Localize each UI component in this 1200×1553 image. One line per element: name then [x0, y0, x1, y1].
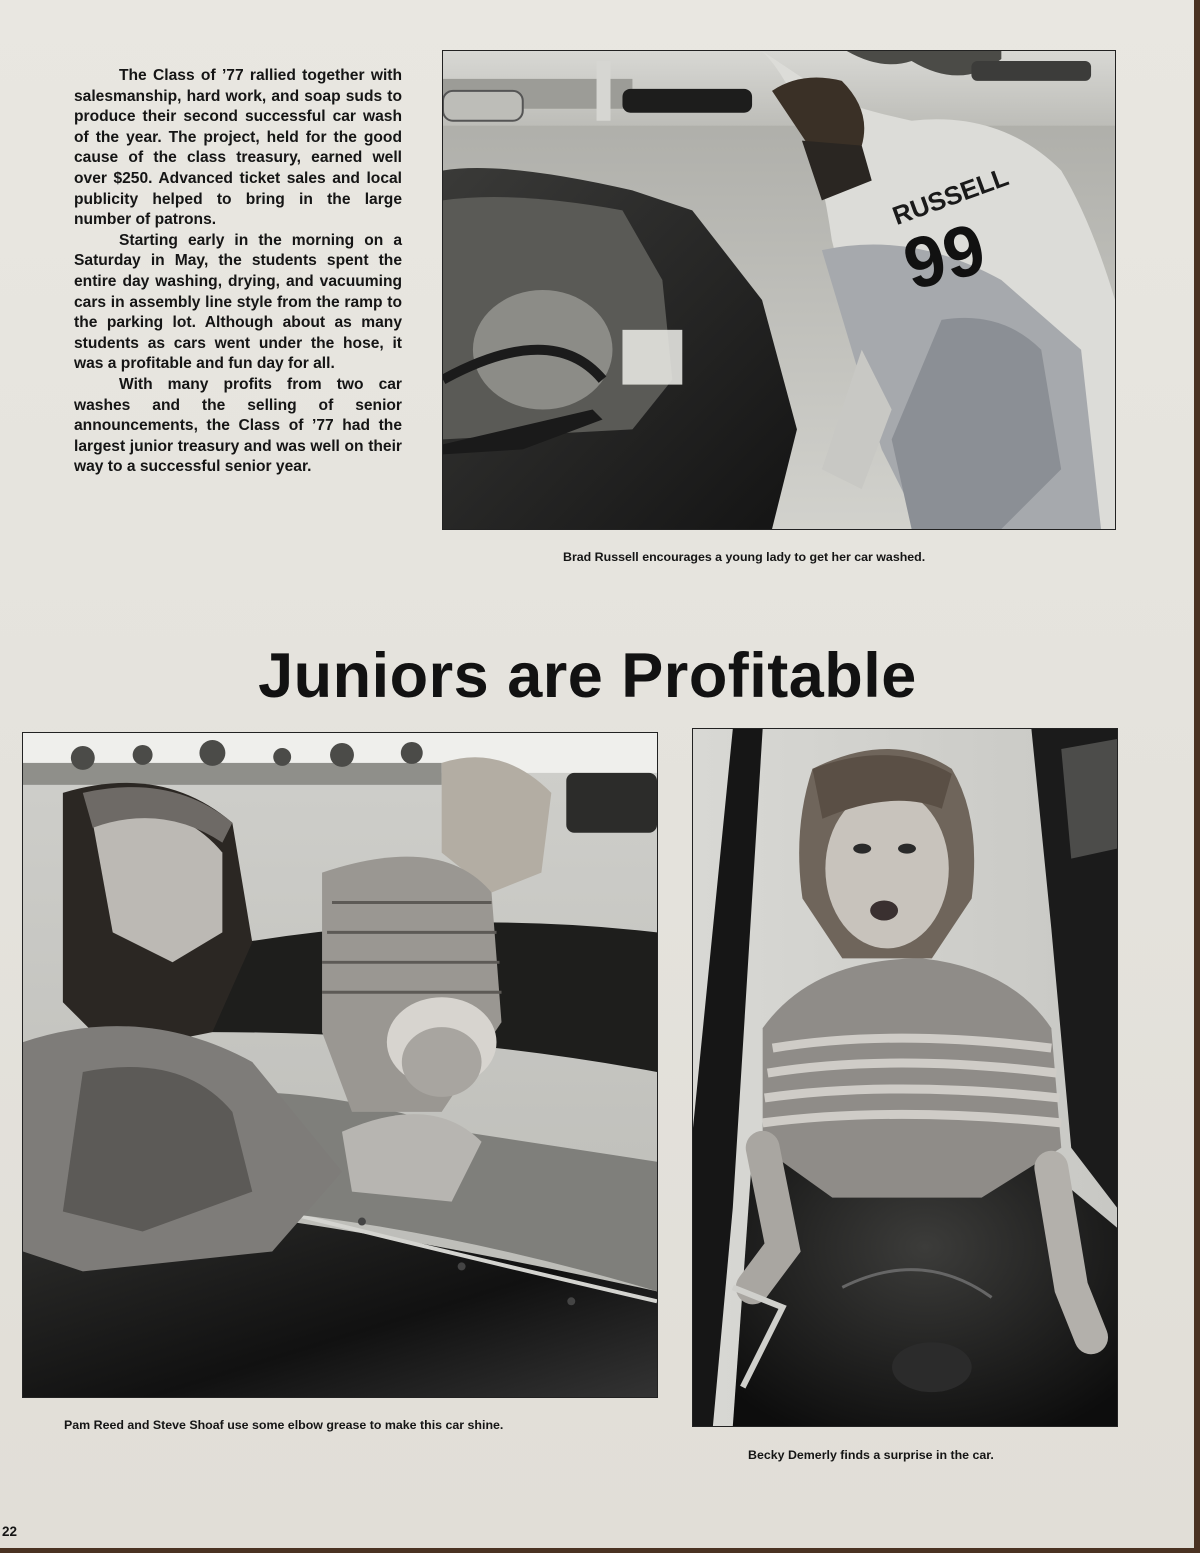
page-headline: Juniors are Profitable	[258, 641, 917, 711]
page-number: 22	[2, 1524, 18, 1539]
article-paragraph-2: Starting early in the morning on a Saturday in May, the students spent the entire day washing, drying, and vacuuming cars in assembly line style from the ramp to the parking lot. Although about as many students as cars went under the hose, it was a profitable and fun day for all.	[74, 231, 402, 373]
article-body	[74, 66, 402, 478]
photo-becky-demerly	[692, 728, 1118, 1427]
caption-right: Becky Demerly finds a surprise in the car.	[748, 1448, 994, 1462]
jersey-name: RUSSELL	[889, 163, 1013, 231]
photo-pam-steve	[22, 732, 658, 1398]
caption-top: Brad Russell encourages a young lady to get her car washed.	[563, 550, 926, 564]
article-paragraph-1: The Class of ’77 rallied together with salesmanship, hard work, and soap suds to produce their second successful car wash of the year. The project, held for the good cause of the class treasury, earned well over $250. Advanced ticket sales and local publicity helped to bring in the large number of patrons.	[74, 67, 402, 229]
binding-edge	[1194, 0, 1200, 1553]
caption-left: Pam Reed and Steve Shoaf use some elbow grease to make this car shine.	[64, 1418, 504, 1432]
article-paragraph-3: With many profits from two car washes and the selling of senior announcements, the Class of ’77 had the largest junior treasury and was well on their way to a successful senior year.	[74, 375, 402, 476]
jersey-number: 99	[896, 208, 993, 306]
photo-brad-russell	[442, 50, 1116, 530]
binding-edge-bottom	[0, 1548, 1200, 1553]
